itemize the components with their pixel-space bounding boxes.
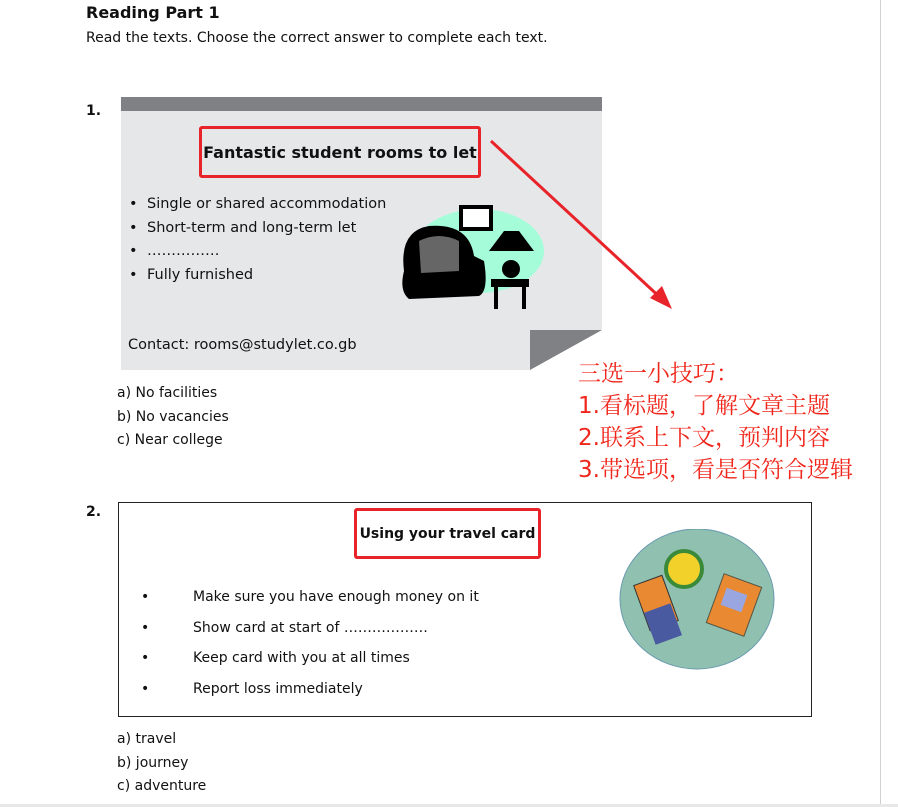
option-a: a) No facilities: [117, 385, 218, 401]
question-number-2: 2.: [86, 504, 102, 520]
bullet-item: • Short-term and long-term let: [125, 217, 386, 241]
instructions: Read the texts. Choose the correct answer to complete each text.: [86, 30, 548, 46]
highlighted-heading: Using your travel card: [354, 508, 541, 559]
bullet-item-blank: • Show card at start of ………………: [137, 613, 479, 644]
question-number-1: 1.: [86, 103, 102, 119]
annotation-arrow: [488, 138, 678, 313]
bullet-item-blank: • ……………: [125, 240, 386, 264]
option-b: b) journey: [117, 754, 189, 771]
bullet-item: • Report loss immediately: [137, 674, 479, 705]
tip-line: 三选一小技巧：: [578, 361, 739, 387]
page-edge: [880, 0, 881, 807]
page-title: Reading Part 1: [86, 3, 220, 22]
contact-line: Contact: rooms@studylet.co.gb: [128, 337, 357, 353]
tip-line: 1.看标题，了解文章主题: [578, 393, 830, 419]
travel-card-notice: [118, 502, 812, 717]
tip-line: 2.联系上下文，预判内容: [578, 425, 830, 451]
option-b: b) No vacancies: [117, 408, 229, 425]
bullet-item: • Fully furnished: [125, 264, 386, 288]
tip-line: 3.带选项，看是否符合逻辑: [578, 457, 853, 483]
option-a: a) travel: [117, 731, 177, 747]
card-top-bar: [121, 97, 602, 111]
option-c: c) Near college: [117, 432, 223, 448]
travel-items-icon: [619, 529, 779, 673]
bullet-item: • Make sure you have enough money on it: [137, 582, 479, 613]
bullet-item: • Single or shared accommodation: [125, 193, 386, 217]
bullet-item: • Keep card with you at all times: [137, 643, 479, 674]
highlighted-heading: Fantastic student rooms to let: [199, 126, 481, 178]
option-c: c) adventure: [117, 778, 207, 794]
tips-annotation: [578, 358, 853, 486]
